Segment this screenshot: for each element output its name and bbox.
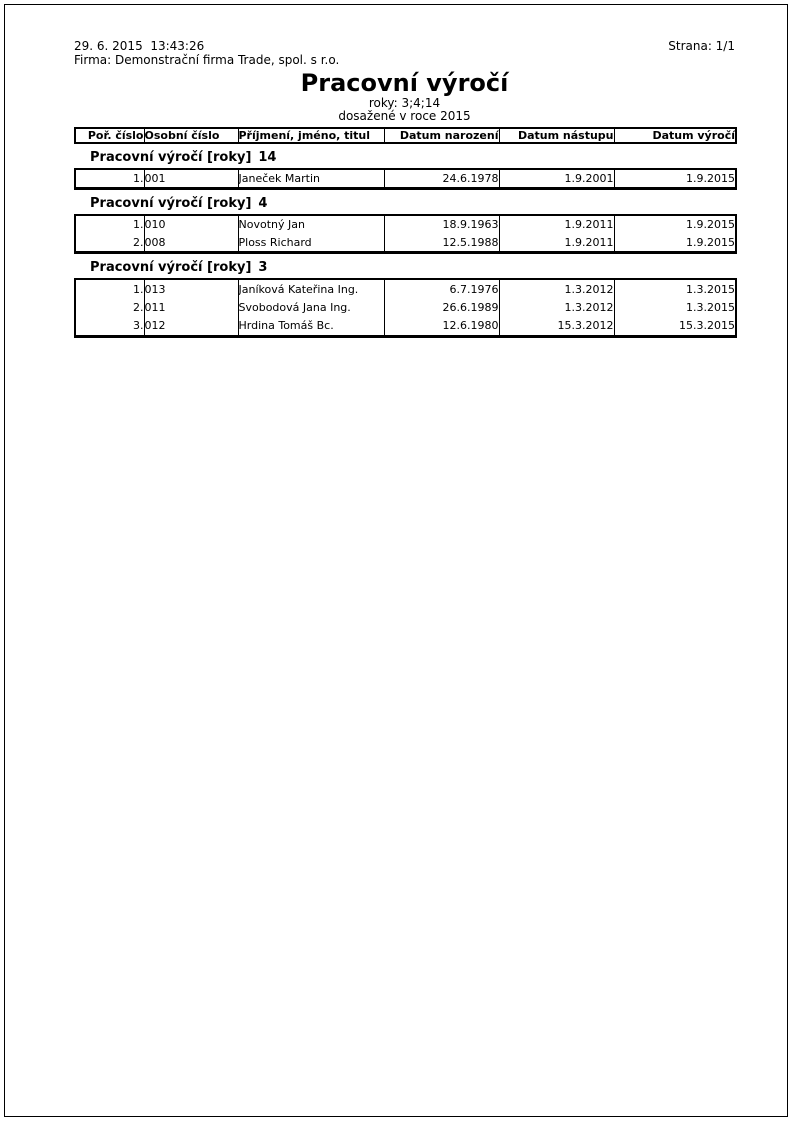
group-table-4 bbox=[74, 214, 737, 255]
cell-datum-nastupu: 1.9.2011 bbox=[499, 234, 614, 253]
report-content bbox=[74, 39, 735, 338]
column-header-por-cislo: Poř. číslo bbox=[87, 129, 144, 142]
group-section-4 bbox=[74, 197, 735, 255]
cell-osobni-cislo: 008 bbox=[144, 234, 238, 253]
cell-por-cislo: 2. bbox=[133, 301, 144, 314]
report-page bbox=[4, 4, 788, 1117]
cell-datum-vyroci: 1.9.2015 bbox=[614, 169, 736, 188]
group-title bbox=[90, 261, 735, 275]
cell-datum-narozeni: 24.6.1978 bbox=[384, 169, 499, 188]
cell-datum-nastupu: 1.9.2011 bbox=[499, 215, 614, 234]
cell-datum-narozeni: 6.7.1976 bbox=[384, 279, 499, 298]
report-subtitle-years: roky: 3;4;14 bbox=[368, 96, 441, 110]
cell-prijmeni-jmeno-titul: Novotný Jan bbox=[238, 215, 384, 234]
cell-datum-nastupu: 1.3.2012 bbox=[499, 298, 614, 317]
report-subtitle-reached: dosažené v roce 2015 bbox=[338, 109, 471, 123]
group-title-years: 3 bbox=[258, 260, 268, 275]
table-row bbox=[75, 317, 736, 336]
cell-datum-narozeni: 26.6.1989 bbox=[384, 298, 499, 317]
column-header-osobni-cislo: Osobní číslo bbox=[144, 128, 238, 143]
cell-osobni-cislo: 010 bbox=[144, 215, 238, 234]
report-meta-header bbox=[74, 39, 735, 67]
cell-por-cislo: 2. bbox=[133, 235, 144, 249]
group-title bbox=[90, 197, 735, 211]
cell-por-cislo: 3. bbox=[133, 319, 144, 333]
table-row bbox=[75, 279, 736, 298]
column-header-row bbox=[75, 128, 736, 143]
group-title-label: Pracovní výročí [roky] bbox=[90, 150, 252, 165]
table-row bbox=[75, 234, 736, 253]
cell-prijmeni-jmeno-titul: Janíková Kateřina Ing. bbox=[238, 279, 384, 298]
table-row bbox=[75, 298, 736, 317]
page-indicator: Strana: 1/1 bbox=[668, 39, 735, 53]
group-table-3 bbox=[74, 278, 737, 338]
cell-prijmeni-jmeno-titul: Janeček Martin bbox=[238, 169, 384, 188]
table-row bbox=[75, 215, 736, 234]
cell-osobni-cislo: 012 bbox=[144, 317, 238, 336]
printed-at: 29. 6. 2015 13:43:26 bbox=[74, 39, 205, 53]
cell-datum-vyroci: 1.9.2015 bbox=[614, 234, 736, 253]
cell-datum-vyroci: 1.3.2015 bbox=[614, 298, 736, 317]
group-sections bbox=[74, 151, 735, 338]
group-title-label: Pracovní výročí [roky] bbox=[90, 195, 252, 211]
cell-datum-narozeni: 12.5.1988 bbox=[384, 234, 499, 253]
cell-osobni-cislo: 011 bbox=[144, 298, 238, 317]
group-section-3 bbox=[74, 261, 735, 338]
meta-left-block bbox=[74, 39, 339, 67]
cell-datum-narozeni: 12.6.1980 bbox=[384, 317, 499, 336]
column-header-datum-narozeni: Datum narození bbox=[384, 128, 499, 143]
group-section-14 bbox=[74, 151, 735, 190]
company-name: Firma: Demonstrační firma Trade, spol. s r.o. bbox=[74, 53, 340, 67]
table-row bbox=[75, 169, 736, 188]
cell-datum-vyroci: 1.9.2015 bbox=[614, 215, 736, 234]
cell-datum-narozeni: 18.9.1963 bbox=[384, 215, 499, 234]
column-header-datum-nastupu: Datum nástupu bbox=[499, 128, 614, 143]
cell-datum-vyroci: 15.3.2015 bbox=[614, 317, 736, 336]
group-title-label: Pracovní výročí [roky] bbox=[90, 260, 252, 275]
column-header-table bbox=[74, 127, 737, 144]
cell-por-cislo: 1. bbox=[133, 282, 144, 296]
group-title-years: 4 bbox=[258, 195, 268, 211]
column-header-datum-vyroci: Datum výročí bbox=[614, 128, 736, 143]
cell-datum-nastupu: 1.9.2001 bbox=[499, 169, 614, 188]
cell-osobni-cislo: 001 bbox=[144, 169, 238, 188]
report-title: Pracovní výročí bbox=[300, 69, 509, 97]
cell-datum-vyroci: 1.3.2015 bbox=[614, 279, 736, 298]
group-title bbox=[90, 151, 735, 165]
cell-por-cislo: 1. bbox=[133, 171, 144, 185]
column-header-prijmeni-jmeno-titul: Příjmení, jméno, titul bbox=[238, 128, 384, 143]
cell-datum-nastupu: 15.3.2012 bbox=[499, 317, 614, 336]
cell-prijmeni-jmeno-titul: Ploss Richard bbox=[238, 234, 384, 253]
cell-osobni-cislo: 013 bbox=[144, 279, 238, 298]
group-table-14 bbox=[74, 168, 737, 190]
cell-prijmeni-jmeno-titul: Hrdina Tomáš Bc. bbox=[238, 317, 384, 336]
cell-prijmeni-jmeno-titul: Svobodová Jana Ing. bbox=[238, 298, 384, 317]
cell-por-cislo: 1. bbox=[133, 218, 144, 231]
cell-datum-nastupu: 1.3.2012 bbox=[499, 279, 614, 298]
group-title-years: 14 bbox=[258, 150, 277, 165]
